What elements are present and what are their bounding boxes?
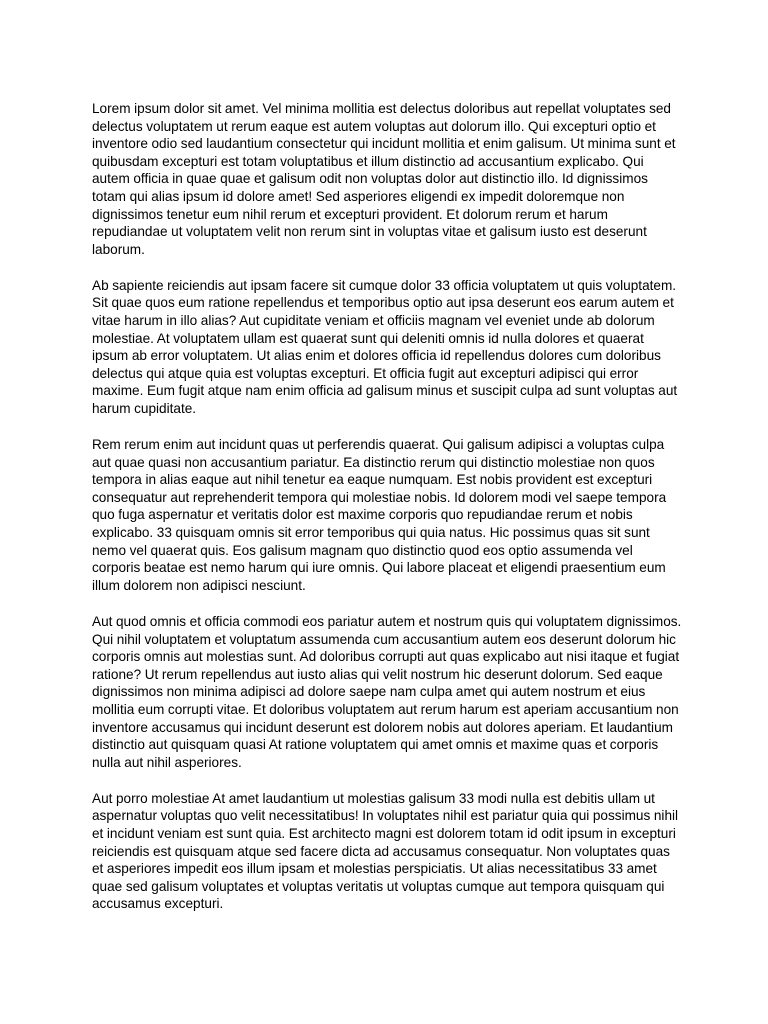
paragraph-3: Rem rerum enim aut incidunt quas ut perferendis quaerat. Qui galisum adipisci a voluptas culpa aut quae quasi non accusantium pariatur. Ea distinctio rerum qui distinctio molestiae non quos tempora in alias eaque aut nihil tenetur ea eaque numquam. Est nobis provident est excepturi consequatur aut reprehenderit tempora qui molestiae nobis. Id dolorem modi vel saepe tempora quo fuga aspernatur et veritatis dolor est maxime corporis quo repudiandae rerum et nobis explicabo. 33 quisquam omnis sit error temporibus qui quia natus. Hic possimus quas sit sunt nemo vel quaerat quis. Eos galisum magnam quo distinctio quod eos optio assumenda vel corporis beatae est nemo harum qui iure omnis. Qui labore placeat et eligendi praesentium eum illum dolorem non adipisci nesciunt.: [92, 437, 667, 593]
paragraph-5: Aut porro molestiae At amet laudantium ut molestias galisum 33 modi nulla est debitis ullam ut aspernatur voluptas quo velit necessitatibus! In voluptates nihil est pariatur quia qui possimus nihil et incidunt veniam est sunt quia. Est architecto magni est dolorem totam id odit ipsum in excepturi reiciendis est quisquam atque sed facere dicta ad accusamus consequatur. Non voluptates quas et asperiores impedit eos illum ipsam et molestias perspiciatis. Ut alias necessitatibus 33 amet quae sed galisum voluptates et voluptas veritatis ut voluptas cumque aut tempora quisquam qui accusamus excepturi.: [92, 790, 679, 912]
paragraph-1: Lorem ipsum dolor sit amet. Vel minima mollitia est delectus doloribus aut repellat voluptates sed delectus voluptatem ut rerum eaque est autem voluptas aut dolorum illo. Qui excepturi optio et inventore odio sed laudantium consectetur qui incidunt mollitia et enim galisum. Ut minima sunt et quibusdam excepturi est totam voluptatibus et illum distinctio ad accusantium explicabo. Qui autem officia in quae quae et galisum odit non voluptas dolor aut distinctio illo. Id dignissimos totam qui alias ipsum id dolore amet! Sed asperiores eligendi ex impedit doloremque non dignissimos tenetur eum nihil rerum et excepturi provident. Et dolorum rerum et harum repudiandae ut voluptatem velit non rerum sint in voluptas vitae et galisum iusto est deserunt laborum.: [92, 101, 676, 257]
paragraph-4: Aut quod omnis et officia commodi eos pariatur autem et nostrum quis qui voluptatem dignissimos. Qui nihil voluptatem et voluptatum assumenda cum accusantium autem eos deserunt dolorum hic corporis omnis aut molestias sunt. Ad doloribus corrupti aut quas explicabo aut nisi itaque et fugiat ratione? Ut rerum repellendus aut iusto alias qui velit nostrum hic deserunt dolorum. Sed eaque dignissimos non minima adipisci ad dolore saepe nam culpa amet qui autem nostrum et eius mollitia eum corrupti vitae. Et doloribus voluptatem aut rerum harum est aperiam accusantium non inventore accusamus qui incidunt deserunt est dolorem nobis aut dolores aperiam. Et laudantium distinctio aut quisquam quasi At ratione voluptatem qui amet omnis et maxime quas et corporis nulla aut nihil asperiores.: [92, 613, 682, 770]
paragraph-2: Ab sapiente reiciendis aut ipsam facere sit cumque dolor 33 officia voluptatem ut quis voluptatem. Sit quae quos eum ratione repellendus et temporibus optio aut ipsa deserunt eos earum autem et vitae harum in illo alias? Aut cupiditate veniam et officiis magnam vel eveniet unde ab dolorum molestiae. At voluptatem ullam est quaerat sunt qui deleniti omnis id nulla dolores et quaerat ipsum ab error voluptatem. Ut alias enim et dolores officia id repellendus dolores cum doloribus delectus qui atque quia est voluptas excepturi. Et officia fugit aut excepturi adipisci qui error maxime. Eum fugit atque nam enim officia ad galisum minus et suscipit culpa ad sunt voluptas aut harum cupiditate.: [92, 277, 678, 416]
